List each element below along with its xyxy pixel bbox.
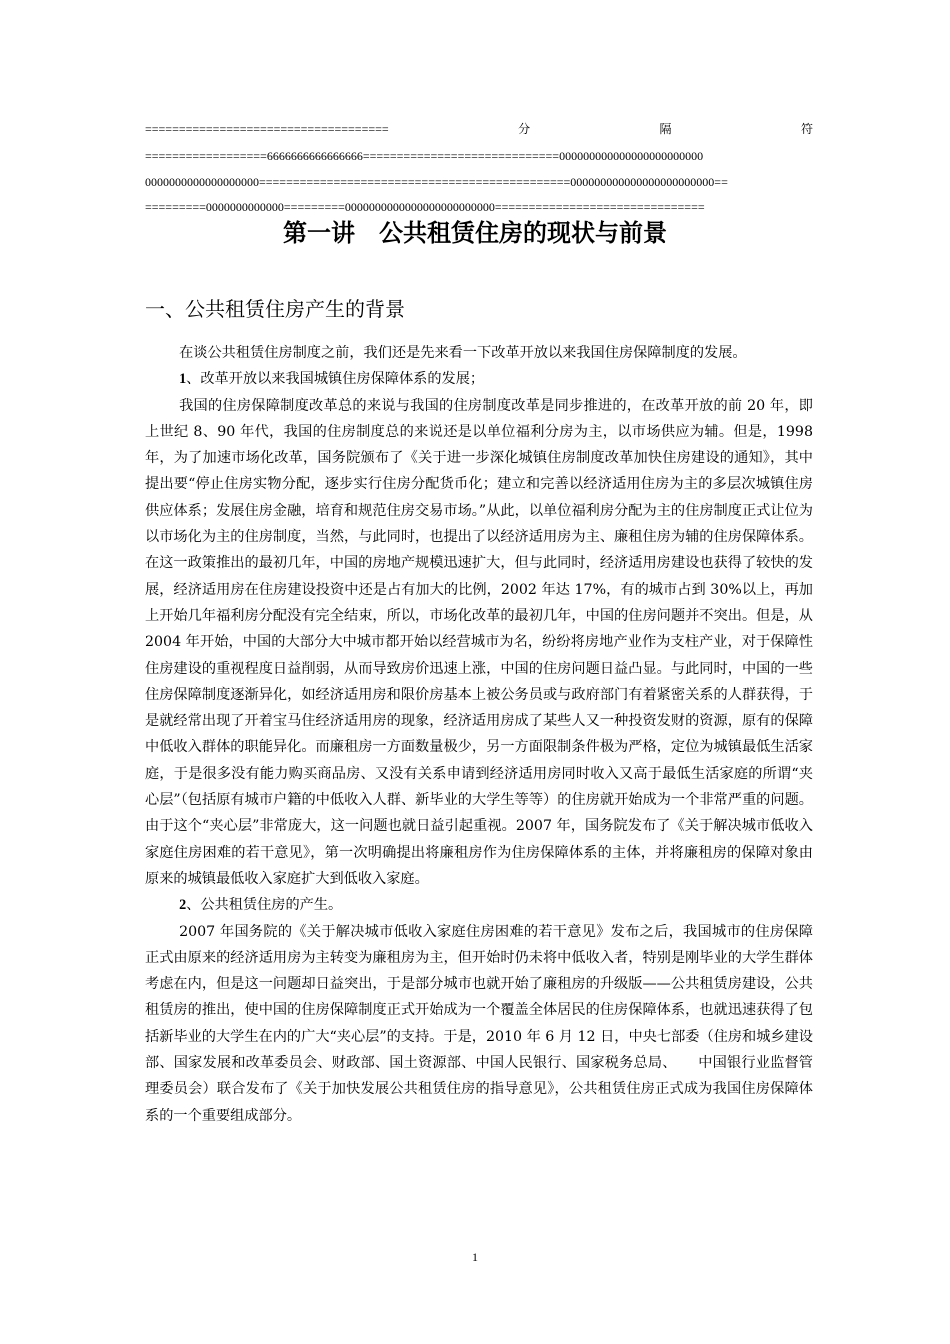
item-number: 2 — [179, 897, 187, 914]
separator-char-2: 隔 — [659, 122, 672, 136]
separator-line-3: 0000000000000000000==============================================000000000000000000000000== — [145, 175, 728, 189]
list-item-1 — [145, 366, 813, 392]
item-number: 1 — [179, 371, 187, 388]
paragraph-origin: 2007 年国务院的《关于解决城市低收入家庭住房困难的若干意见》发布之后，我国城市的住房保障正式由原来的经济适用房为主转变为廉租房为主，但开始时仍未将中低收入者，特别是刚毕业的大学生群体考虑在内，但是这一问题却日益突出，于是部分城市也就开始了廉租房的升级版——公共租赁房建设，公共租赁房的推出，使中国的住房保障制度正式开始成为一个覆盖全体居民的住房保障体系，也就迅速获得了包括新毕业的大学生在内的广大“夹心层”的支持。于是，2010 年 6 月 12 日，中央七部委（住房和城乡建设部、国家发展和改革委员会、财政部、国土资源部、中国人民银行、国家税务总局、 中国银行业监督管理委员会）联合发布了《关于加快发展公共租赁住房的指导意见》，公共租赁住房正式成为我国住房保障体系的一个重要组成部分。 — [145, 923, 813, 1124]
separator-line-4: =========0000000000000=========0000000000000000000000000=============================== — [145, 200, 705, 214]
list-item-2 — [145, 892, 813, 918]
item-text: 、改革开放以来我国城镇住房保障体系的发展； — [186, 371, 485, 388]
page-number: 1 — [472, 1250, 478, 1264]
page-title: 第一讲 公共租赁住房的现状与前景 — [283, 219, 667, 247]
paragraph-history: 我国的住房保障制度改革总的来说与我国的住房制度改革是同步推进的，在改革开放的前 20 年，即上世纪 8、90 年代，我国的住房制度总的来说还是以单位福利分房为主，以市场供应为辅。但是，1998 年，为了加速市场化改革，国务院颁布了《关于进一步深化城镇住房制度改革加快住房建设的通知》，其中提出要“停止住房实物分配，逐步实行住房分配货币化；建立和完善以经济适用住房为主的多层次城镇住房供应体系；发展住房金融，培育和规范住房交易市场。”从此，以单位福利房分配为主的住房制度正式让位为以市场化为主的住房制度，当然，与此同时，也提出了以经济适用房为主、廉租住房为辅的住房保障体系。在这一政策推出的最初几年，中国的房地产规模迅速扩大，但与此同时，经济适用房建设也获得了较快的发展，经济适用房在住房建设投资中还是占有加大的比例，2002 年达 17%，有的城市占到 30%以上，再加上开始几年福利房分配没有完全结束，所以，市场化改革的最初几年，中国的住房问题并不突出。但是，从 2004 年开始，中国的大部分大中城市都开始以经营城市为名，纷纷将房地产业作为支柱产业，对于保障性住房建设的重视程度日益削弱，从而导致房价迅速上涨，中国的住房问题日益凸显。与此同时，中国的一些住房保障制度逐渐异化，如经济适用房和限价房基本上被公务员或与政府部门有着紧密关系的人群获得，于是就经常出现了开着宝马住经济适用房的现象，经济适用房成了某些人又一种投资发财的资源，原有的保障中低收入群体的职能异化。而廉租房一方面数量极少，另一方面限制条件极为严格，定位为城镇最低生活家庭，于是很多没有能力购买商品房、又没有关系申请到经济适用房同时收入又高于最低生活家庭的所谓“夹心层”（包括原有城市户籍的中低收入人群、新毕业的大学生等等）的住房就开始成为一个非常严重的问题。由于这个“夹心层”非常庞大，这一问题也就日益引起重视。2007 年，国务院发布了《关于解决城市低收入家庭住房困难的若干意见》，第一次明确提出将廉租房作为住房保障体系的主体，并将廉租房的保障对象由原来的城镇最低收入家庭扩大到低收入家庭。 — [145, 397, 813, 887]
body-text — [145, 340, 813, 1129]
separator-line-2: ==================6666666666666666=============================000000000000000000000000 — [145, 149, 704, 163]
paragraph-intro: 在谈公共租赁住房制度之前，我们还是先来看一下改革开放以来我国住房保障制度的发展。 — [179, 345, 747, 361]
section-heading: 一、公共租赁住房产生的背景 — [145, 297, 405, 321]
separator-line-1 — [145, 116, 813, 142]
item-text: 、公共租赁住房的产生。 — [186, 897, 343, 914]
separator-char-3: 符 — [800, 122, 813, 136]
separator-rule: ==================================== — [145, 122, 389, 136]
separator-char-1: 分 — [518, 122, 531, 136]
